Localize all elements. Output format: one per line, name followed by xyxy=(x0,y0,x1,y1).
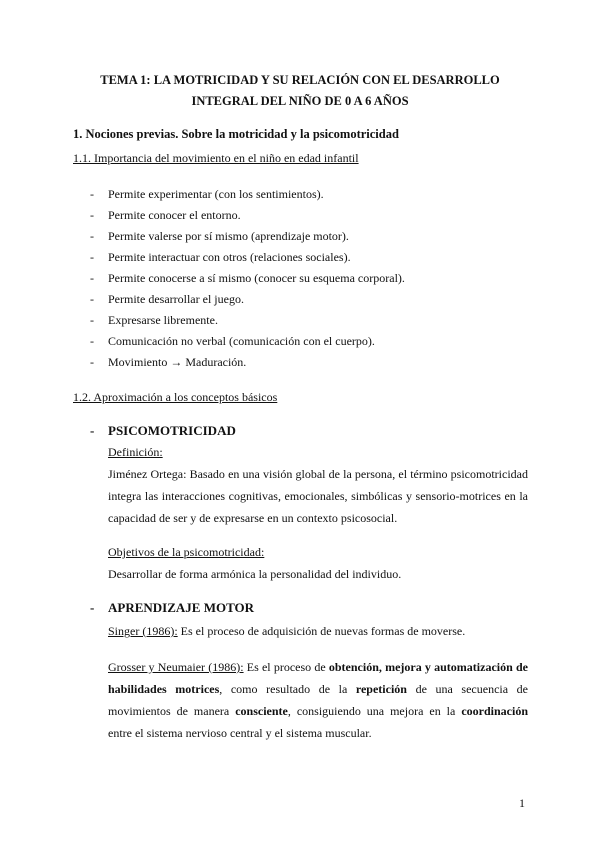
subsection-1-2-heading: 1.2. Aproximación a los conceptos básicos xyxy=(73,390,278,404)
dash-marker: - xyxy=(90,334,94,348)
dash-marker: - xyxy=(90,355,94,369)
importance-bullet-list xyxy=(73,184,405,373)
list-item: - Permite desarrollar el juego. xyxy=(73,289,405,310)
list-item: - Movimiento → Maduración. xyxy=(73,352,405,373)
dash-marker: - xyxy=(90,250,94,264)
list-item: - Permite experimentar (con los sentimientos). xyxy=(73,184,405,205)
psicomotricidad-title: PSICOMOTRICIDAD xyxy=(108,423,236,438)
dash-marker: - xyxy=(90,271,94,285)
grosser-definition: Grosser y Neumaier (1986): Es el proceso de obtención, mejora y automatización de habilidades motrices, como resultado de la repetición de una secuencia de movimientos de manera consciente, consiguiendo una mejora en la coordinación entre el sistema nervioso central y el sistema muscular. xyxy=(108,660,528,740)
list-item: - Permite valerse por sí mismo (aprendizaje motor). xyxy=(73,226,405,247)
list-item: - Expresarse libremente. xyxy=(73,310,405,331)
dash-marker: - xyxy=(90,423,95,438)
page-number: 1 xyxy=(519,796,525,810)
dash-marker: - xyxy=(90,313,94,327)
list-item: - Permite conocer el entorno. xyxy=(73,205,405,226)
dash-marker: - xyxy=(90,229,94,243)
aprendizaje-motor-title: APRENDIZAJE MOTOR xyxy=(108,600,255,615)
list-item: - Permite conocerse a sí mismo (conocer su esquema corporal). xyxy=(73,268,405,289)
objectives-label: Objetivos de la psicomotricidad: xyxy=(108,545,265,559)
list-item: - Permite interactuar con otros (relaciones sociales). xyxy=(73,247,405,268)
definition-paragraph: Jiménez Ortega: Basado en una visión global de la persona, el término psicomotricidad integra las interacciones cognitivas, emocionales, simbólicas y sensorio-motrices en la capacidad de ser y de expresarse en un contexto psicosocial. xyxy=(108,467,528,525)
dash-marker: - xyxy=(90,292,94,306)
dash-marker: - xyxy=(90,187,94,201)
list-item: - Comunicación no verbal (comunicación con el cuerpo). xyxy=(73,331,405,352)
definition-label: Definición: xyxy=(108,445,163,459)
dash-marker: - xyxy=(90,600,95,615)
subsection-1-1-heading: 1.1. Importancia del movimiento en el niño en edad infantil xyxy=(73,151,359,165)
singer-definition: Singer (1986): Es el proceso de adquisición de nuevas formas de moverse. xyxy=(108,624,466,638)
dash-marker: - xyxy=(90,208,94,222)
document-title-line-1: TEMA 1: LA MOTRICIDAD Y SU RELACIÓN CON EL DESARROLLO xyxy=(100,73,500,87)
section-1-heading: 1. Nociones previas. Sobre la motricidad y la psicomotricidad xyxy=(73,127,399,141)
document-title-line-2: INTEGRAL DEL NIÑO DE 0 A 6 AÑOS xyxy=(191,94,409,108)
objectives-text: Desarrollar de forma armónica la personalidad del individuo. xyxy=(108,567,402,581)
